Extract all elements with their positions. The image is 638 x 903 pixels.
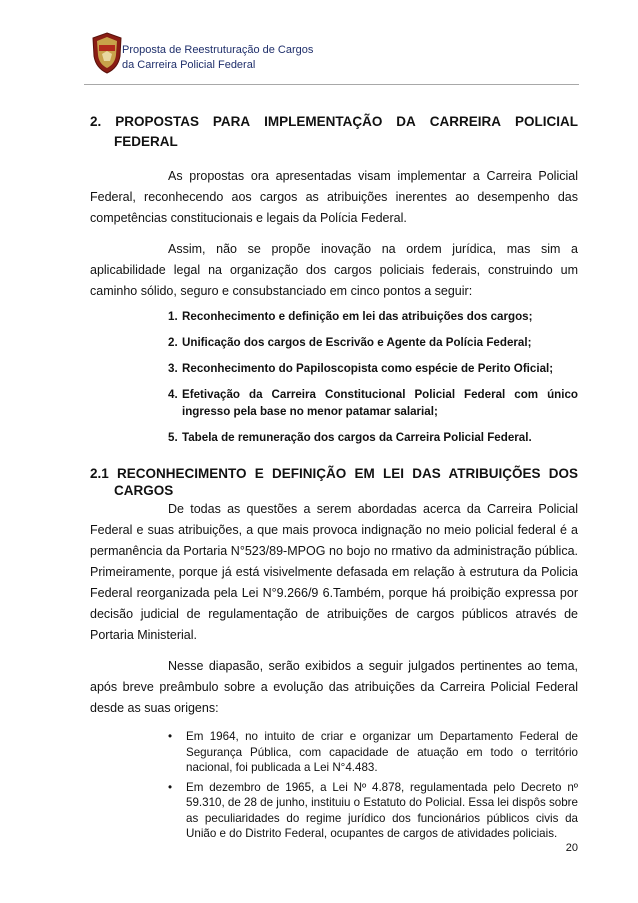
header-title xyxy=(122,43,313,73)
list-item: 2. Unificação dos cargos de Escrivão e Agente da Polícia Federal; xyxy=(168,336,532,349)
list-item: 3. Reconhecimento do Papiloscopista como espécie de Perito Oficial; xyxy=(168,362,554,375)
heading-line-1: 2.1 RECONHECIMENTO E DEFINIÇÃO EM LEI DAS ATRIBUIÇÕES DOS xyxy=(90,466,578,481)
section-2-1-paragraph-2: Nesse diapasão, serão exibidos a seguir julgados pertinentes ao tema, após breve preâmbulo sobre a evolução das atribuições da Carreira Policial Federal desde as suas origens: xyxy=(90,659,578,715)
section-2-1-paragraph-1: De todas as questões a serem abordadas acerca da Carreira Policial Federal e suas atribuições, a que mais provoca indignação no meio policial federal é a permanência da Portaria N°523/89-MPOG no bojo no rmativo da administração pública. Primeiramente, porque já está visivelmente defasada em relação à estrutura da Policia Federal reorganizada pela Lei N°9.266/9 6.Também, porque há proibição expressa por decisão judicial de regulamentação de atribuições de cargos públicos através de Portaria Ministerial. xyxy=(90,502,578,642)
header-line-2: da Carreira Policial Federal xyxy=(122,59,256,71)
list-item: 4. Efetivação da Carreira Constitucional Policial Federal com único ingresso pela base no menor patamar salarial; xyxy=(168,388,578,418)
section-2-paragraph-2: Assim, não se propõe inovação na ordem jurídica, mas sim a aplicabilidade legal na organização dos cargos policiais federais, construindo um caminho sólido, seguro e consubstanciado em cinco pontos a seguir: xyxy=(90,242,578,298)
section-2-heading xyxy=(90,112,578,152)
document-body xyxy=(90,112,578,846)
proposals-list xyxy=(90,308,578,446)
heading-word: PROPOSTAS xyxy=(115,114,199,129)
list-item: 5. Tabela de remuneração dos cargos da Carreira Policial Federal. xyxy=(168,431,532,444)
header-line-1: Proposta de Reestruturação de Cargos xyxy=(122,44,314,56)
history-list xyxy=(90,729,578,842)
heading-number: 2. xyxy=(90,114,102,129)
heading-word: DA xyxy=(396,114,416,129)
list-item: 1. Reconhecimento e definição em lei das atribuições dos cargos; xyxy=(168,310,533,323)
heading-word: POLICIAL xyxy=(514,114,578,129)
bullet: • xyxy=(168,780,173,794)
heading-continuation: FEDERAL xyxy=(114,134,178,149)
section-2-1-heading xyxy=(90,465,578,499)
heading-word: PARA xyxy=(212,114,251,129)
section-2-paragraph-1: As propostas ora apresentadas visam implementar a Carreira Policial Federal, reconhecendo aos cargos as atribuições inerentes ao desempenho das competências constitucionais e legais da Polícia Federal. xyxy=(90,169,578,225)
police-badge-icon xyxy=(90,32,124,74)
heading-line-2: CARGOS xyxy=(114,483,174,498)
heading-word: IMPLEMENTAÇÃO xyxy=(264,114,383,129)
bullet: • xyxy=(168,730,173,743)
page-number: 20 xyxy=(565,842,578,854)
heading-word: CARREIRA xyxy=(429,114,501,129)
list-item: • Em dezembro de 1965, a Lei Nº 4.878, regulamentada pelo Decreto nº 59.310, de 28 de junho, instituiu o Estatuto do Policial. Essa lei dispôs sobre as peculiaridades do regime jurídico dos funcionários públicos civis da União e do Distrito Federal, ocupantes de cargos de atividades policiais. xyxy=(168,780,578,840)
header-divider xyxy=(84,84,579,85)
page-header xyxy=(84,28,579,88)
list-item: • Em 1964, no intuito de criar e organizar um Departamento Federal de Segurança Pública, com capacidade de atuação em todo o território nacional, foi publicada a Lei N°4.483. xyxy=(168,730,578,774)
